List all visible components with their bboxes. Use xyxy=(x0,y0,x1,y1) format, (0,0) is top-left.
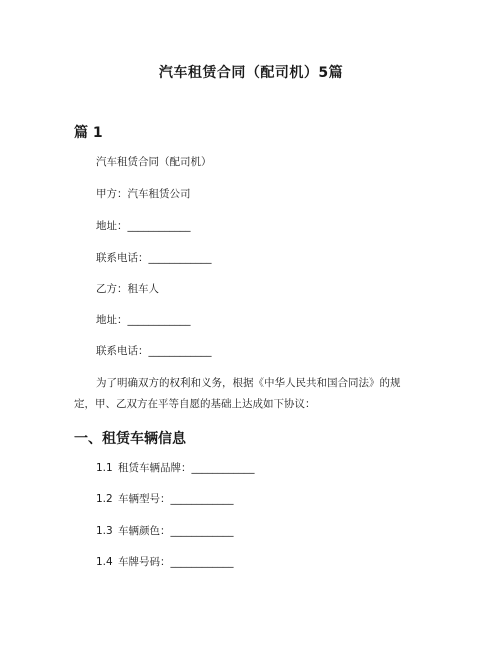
party-b-line: 乙方：租车人 xyxy=(96,283,159,295)
vehicle-color-item xyxy=(96,524,234,538)
item-number: 1.3 xyxy=(96,525,113,537)
item-text: 租赁车辆品牌：____________ xyxy=(118,462,255,474)
section-1-heading: 一、租赁车辆信息 xyxy=(74,431,186,447)
party-a-address-line: 地址：____________ xyxy=(96,220,191,232)
intro-paragraph: 为了明确双方的权利和义务，根据《中华人民共和国合同法》的规定，甲、乙双方在平等自愿的基础上达成如下协议： xyxy=(74,377,401,410)
license-plate-item xyxy=(96,555,234,569)
vehicle-brand-item xyxy=(96,461,255,475)
item-number: 1.4 xyxy=(96,556,113,568)
item-number: 1.2 xyxy=(96,493,113,505)
item-number: 1.1 xyxy=(96,462,113,474)
party-b-address-line: 地址：____________ xyxy=(96,314,191,326)
party-b-phone-line: 联系电话：____________ xyxy=(96,345,212,357)
contract-name-line: 汽车租赁合同（配司机） xyxy=(96,156,212,168)
part-heading: 篇 1 xyxy=(74,125,103,141)
vehicle-model-item xyxy=(96,492,234,506)
party-a-line: 甲方：汽车租赁公司 xyxy=(96,188,191,200)
item-text: 车牌号码：____________ xyxy=(118,556,234,568)
party-a-phone-line: 联系电话：____________ xyxy=(96,252,212,264)
item-text: 车辆型号：____________ xyxy=(118,493,234,505)
item-text: 车辆颜色：____________ xyxy=(118,525,234,537)
document-title: 汽车租赁合同（配司机）5篇 xyxy=(158,65,344,81)
